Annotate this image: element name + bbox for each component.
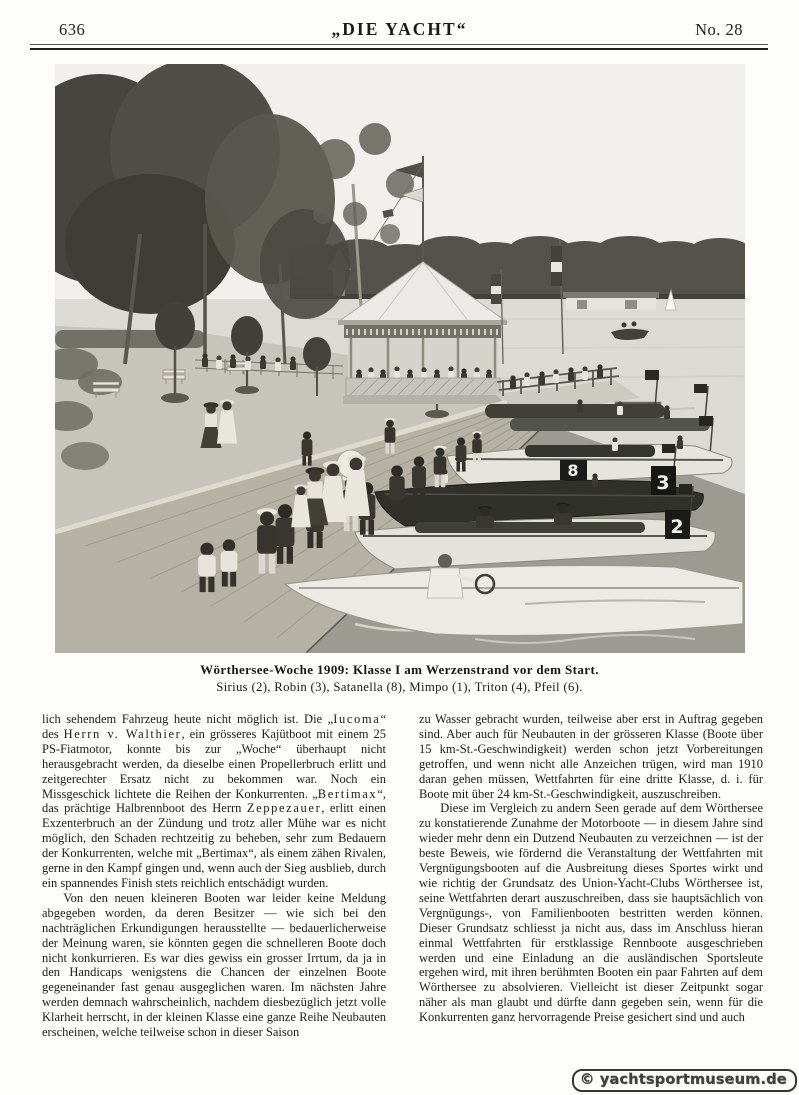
paragraph: Von den neuen kleineren Booten war leider keine Meldung abgegeben worden, da deren Besitzer — wie sich bei den nachträglichen Erkundigungen herausstellte — bedauerlicherweise der Meinung waren, sie könnten gegen die schnelleren Boote doch nicht konkurrieren. Es war dies gewiss ein grosser Irrtum, da ja in den Handicaps wenigstens die Chancen der einzelnen Boote gegeneinander fast genau ausgeglichen waren. Im nächsten Jahre werden demnach wahrscheinlich, nachdem diesbezüglich jetzt volle Klarheit herrscht, in der kleinen Klasse eine ganze Reihe Neubauten erscheinen, welche teilweise schon in dieser Saison [42,890,386,1040]
article-body [42,712,763,1095]
race-number: 2 [670,516,684,538]
race-number: 8 [567,461,579,480]
right-column [419,712,763,1095]
photo-illustration [55,64,745,653]
race-number: 3 [656,472,670,494]
header-rule [30,44,768,50]
journal-title: „DIE YACHT“ [331,19,468,39]
watermark-badge [572,1069,797,1092]
caption-boat-list: Sirius (2), Robin (3), Satanella (8), Mimpo (1), Triton (4), Pfeil (6). [216,680,583,694]
photo-caption [0,662,799,695]
issue-number: No. 28 [695,20,743,39]
caption-title: Wörthersee-Woche 1909: Klasse I am Werzenstrand vor dem Start. [200,662,599,677]
paragraph: lich sehendem Fahrzeug heute nicht möglich ist. Die „Iucoma“ des Herrn v. Walthier, ein grösseres Kajütboot mit einem 25 PS-Fiatmotor, konnte bis zur „Woche“ überhaupt nicht herausgebracht werden, da dieselbe einen Propellerbruch erlitt und zeitgerechter Ersatz nicht zu bekommen war. Noch ein Missgeschick lichtete die Reihen der Konkurrenten. „Bertimax“, das prächtige Halbrennboot des Herrn Zeppezauer, erlitt einen Exzenterbruch an der Zündung und trotz aller Mühe war es nicht möglich, den Schaden rechtzeitig zu beheben, sehr zum Bedauern der Konkurrenten, welche mit „Bertimax“, als einem zähen Rivalen, gerne in den Kampf gingen und, wenn auch der Sieg ausblieb, durch ein spannendes Finish stets reichlich entschädigt wurden. [42,712,386,890]
page-number: 636 [59,20,86,39]
paragraph: zu Wasser gebracht wurden, teilweise aber erst in Auftrag gegeben sind. Aber auch für Neubauten in der grösseren Klasse (Boote über 15 km-St.-Geschwindigkeit) werden schon jetzt Vorbereitungen getroffen, und wenn nicht alle Anzeichen trügen, wird man 1910 daran gehen müssen, Wettfahrten für eine dritte Klasse, d. i. für Boote mit über 24 km-St.-Geschwindigkeit, auszuschreiben. [419,712,763,801]
copyright-text: © yachtsportmuseum.de [580,1072,787,1088]
left-column [42,712,386,1095]
paragraph: Diese im Vergleich zu andern Seen gerade auf dem Wörthersee zu konstatierende Zunahme der Motorboote — in diesem Jahre sind wieder mehr denn ein Dutzend Neubauten zu verzeichnen — ist der beste Beweis, wie fördernd die Veranstaltung der Wettfahrten mit Vergnügungsbooten auf die Ausbreitung dieses Sportes wirkt und wie richtig der Grundsatz des Union-Yacht-Clubs Wörthersee ist, seine Wettfahrten derart auszuschreiben, dass sie hauptsächlich von Vergnügungs-, von Familienbooten bestritten werden können. Dieser Grundsatz schliesst ja nicht aus, dass im Anschluss hieran einmal Wettfahrten für erstklassige Rennboote ausgeschrieben werden und eine Einladung an die ausländischen Sportsleute ergehen wird, mit ihren berühmten Booten ein paar Fahrten auf dem Wörthersee zu absolvieren. Vielleicht ist dieser Zeitpunkt sogar näher als man glaubt und dürfte dann gegeben sein, wenn für die Konkurrenten ganz hervorragende Preise gesichert sind und auch [419,801,763,1025]
photograph [55,64,745,653]
